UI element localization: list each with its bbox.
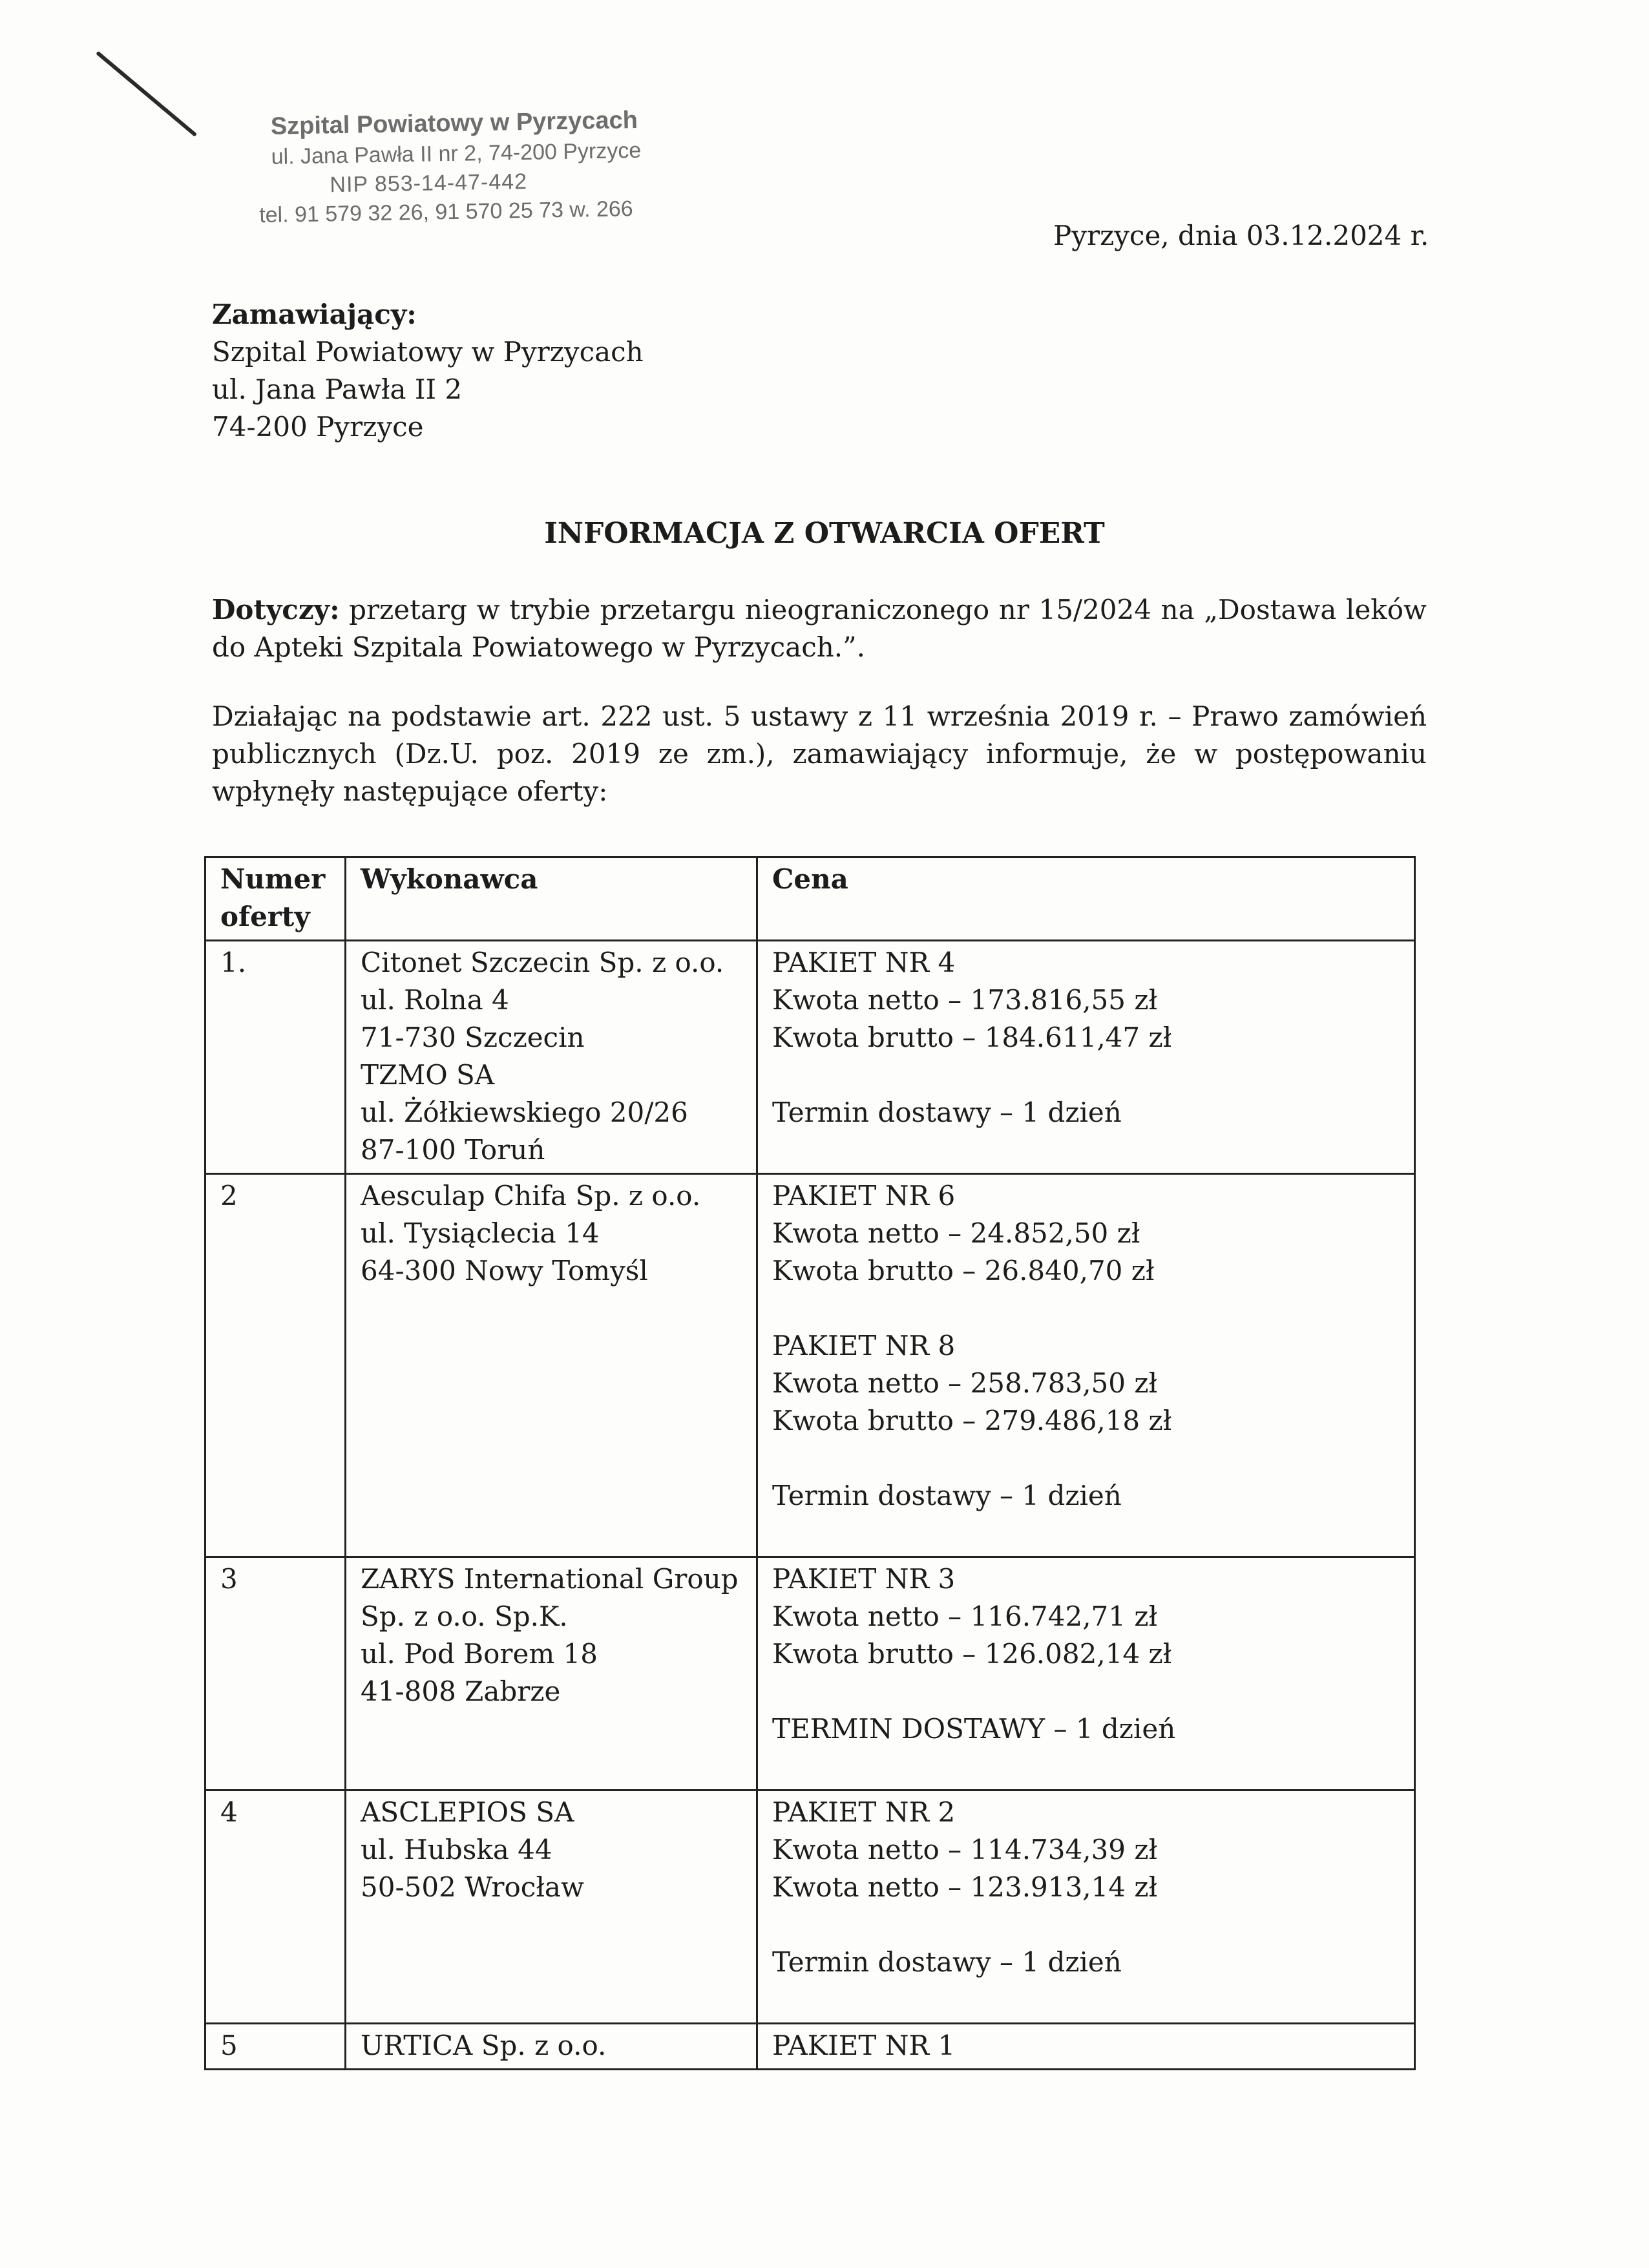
offer-number: 5 xyxy=(220,2030,238,2061)
contractor-line: ul. Żółkiewskiego 20/26 xyxy=(361,1097,688,1128)
price-line: Termin dostawy – 1 dzień xyxy=(772,1946,1122,1978)
price-spacer xyxy=(772,1515,1400,1552)
table-row xyxy=(205,1557,1415,1790)
price-line: PAKIET NR 4 xyxy=(772,947,956,978)
contractor-cell xyxy=(346,941,757,1174)
price-cell xyxy=(757,1557,1415,1790)
contractor-cell xyxy=(346,2024,757,2070)
offer-number-cell xyxy=(205,941,346,1174)
pen-mark xyxy=(96,51,197,137)
price-line: PAKIET NR 6 xyxy=(772,1180,956,1212)
stamp-address: ul. Jana Pawła II nr 2, 74-200 Pyrzyce xyxy=(271,138,642,169)
contractor-line: TZMO SA xyxy=(361,1059,495,1091)
contractor-line: 64-300 Nowy Tomyśl xyxy=(361,1255,648,1286)
buyer-label: Zamawiający: xyxy=(212,299,417,330)
document-title: INFORMACJA Z OTWARCIA OFERT xyxy=(544,517,1105,550)
price-spacer xyxy=(772,1440,1400,1477)
price-line: Termin dostawy – 1 dzień xyxy=(772,1097,1122,1128)
contractor-line: Citonet Szczecin Sp. z o.o. xyxy=(361,947,724,978)
contractor-line: URTICA Sp. z o.o. xyxy=(361,2030,607,2061)
price-spacer xyxy=(772,1981,1400,2019)
contractor-line: Aesculap Chifa Sp. z o.o. xyxy=(361,1180,701,1212)
price-line: Kwota brutto – 184.611,47 zł xyxy=(772,1022,1172,1053)
contractor-line: Sp. z o.o. Sp.K. xyxy=(361,1601,568,1632)
price-line: Termin dostawy – 1 dzień xyxy=(772,1480,1122,1511)
contractor-cell xyxy=(346,1790,757,2024)
subject-label: Dotyczy: xyxy=(212,594,340,625)
subject-paragraph xyxy=(212,591,1427,666)
buyer-block xyxy=(212,296,644,446)
offer-number-cell xyxy=(205,1557,346,1790)
price-line: Kwota netto – 24.852,50 zł xyxy=(772,1217,1140,1249)
price-line: Kwota netto – 123.913,14 zł xyxy=(772,1871,1158,1903)
price-cell xyxy=(757,1790,1415,2024)
header-contractor: Wykonawca xyxy=(346,857,757,941)
buyer-line: 74-200 Pyrzyce xyxy=(212,411,424,443)
price-cell xyxy=(757,2024,1415,2070)
intro-paragraph: Działając na podstawie art. 222 ust. 5 ustawy z 11 września 2019 r. – Prawo zamówień publicznych (Dz.U. poz. 2019 ze zm.), zamawiający informuje, że w postępowaniu wpłynęły następujące oferty: xyxy=(212,700,1427,807)
stamp-phone: tel. 91 579 32 26, 91 570 25 73 w. 266 xyxy=(258,196,633,228)
contractor-line: ul. Rolna 4 xyxy=(361,984,509,1016)
subject-text: przetarg w trybie przetargu nieograniczonego nr 15/2024 na „Dostawa leków do Apteki Szpitala Powiatowego w Pyrzycach.”. xyxy=(212,594,1427,663)
buyer-line: ul. Jana Pawła II 2 xyxy=(212,373,463,405)
offer-number-cell xyxy=(205,1174,346,1557)
price-line: Kwota netto – 258.783,50 zł xyxy=(772,1367,1158,1399)
price-line: PAKIET NR 3 xyxy=(772,1563,956,1595)
table-header-row xyxy=(205,857,1415,941)
contractor-cell xyxy=(346,1174,757,1557)
buyer-line: Szpital Powiatowy w Pyrzycach xyxy=(212,336,644,368)
price-line: Kwota netto – 116.742,71 zł xyxy=(772,1601,1158,1632)
contractor-line: 41-808 Zabrze xyxy=(361,1675,561,1707)
price-line: Kwota netto – 173.816,55 zł xyxy=(772,984,1158,1016)
price-line: TERMIN DOSTAWY – 1 dzień xyxy=(772,1713,1176,1745)
header-number: Numer oferty xyxy=(205,857,346,941)
document-date: Pyrzyce, dnia 03.12.2024 r. xyxy=(1053,220,1429,251)
price-line: Kwota brutto – 126.082,14 zł xyxy=(772,1638,1172,1670)
offer-number-cell xyxy=(205,2024,346,2070)
table-row xyxy=(205,2024,1415,2070)
contractor-line: 50-502 Wrocław xyxy=(361,1871,584,1903)
price-line: Kwota netto – 114.734,39 zł xyxy=(772,1834,1158,1865)
price-spacer xyxy=(772,1748,1400,1785)
contractor-line: ZARYS International Group xyxy=(361,1563,739,1595)
offer-number: 2 xyxy=(220,1180,238,1212)
table-row xyxy=(205,941,1415,1174)
offer-number: 4 xyxy=(220,1796,238,1828)
offers-body xyxy=(205,941,1415,2070)
table-row xyxy=(205,1790,1415,2024)
price-cell xyxy=(757,941,1415,1174)
contractor-line: 87-100 Toruń xyxy=(361,1134,545,1166)
stamp-nip: NIP 853-14-47-442 xyxy=(330,169,528,198)
price-spacer xyxy=(772,1906,1400,1944)
offer-number-cell xyxy=(205,1790,346,2024)
offer-number: 3 xyxy=(220,1563,238,1595)
contractor-cell xyxy=(346,1557,757,1790)
contractor-line: ASCLEPIOS SA xyxy=(361,1796,574,1828)
price-spacer xyxy=(772,1673,1400,1710)
price-spacer xyxy=(772,1056,1400,1094)
offer-number: 1. xyxy=(220,947,247,978)
price-spacer xyxy=(772,1290,1400,1327)
price-line: PAKIET NR 1 xyxy=(772,2030,956,2061)
price-line: Kwota brutto – 26.840,70 zł xyxy=(772,1255,1155,1286)
price-line: PAKIET NR 2 xyxy=(772,1796,956,1828)
table-row xyxy=(205,1174,1415,1557)
stamp-name: Szpital Powiatowy w Pyrzycach xyxy=(270,106,638,140)
hospital-stamp xyxy=(257,107,642,228)
contractor-line: 71-730 Szczecin xyxy=(361,1022,585,1053)
price-cell xyxy=(757,1174,1415,1557)
offers-table xyxy=(204,856,1416,2070)
contractor-line: ul. Pod Borem 18 xyxy=(361,1638,598,1670)
header-price: Cena xyxy=(757,857,1415,941)
price-line: Kwota brutto – 279.486,18 zł xyxy=(772,1405,1172,1436)
contractor-line: ul. Tysiąclecia 14 xyxy=(361,1217,600,1249)
contractor-line: ul. Hubska 44 xyxy=(361,1834,552,1865)
price-line: PAKIET NR 8 xyxy=(772,1330,956,1361)
